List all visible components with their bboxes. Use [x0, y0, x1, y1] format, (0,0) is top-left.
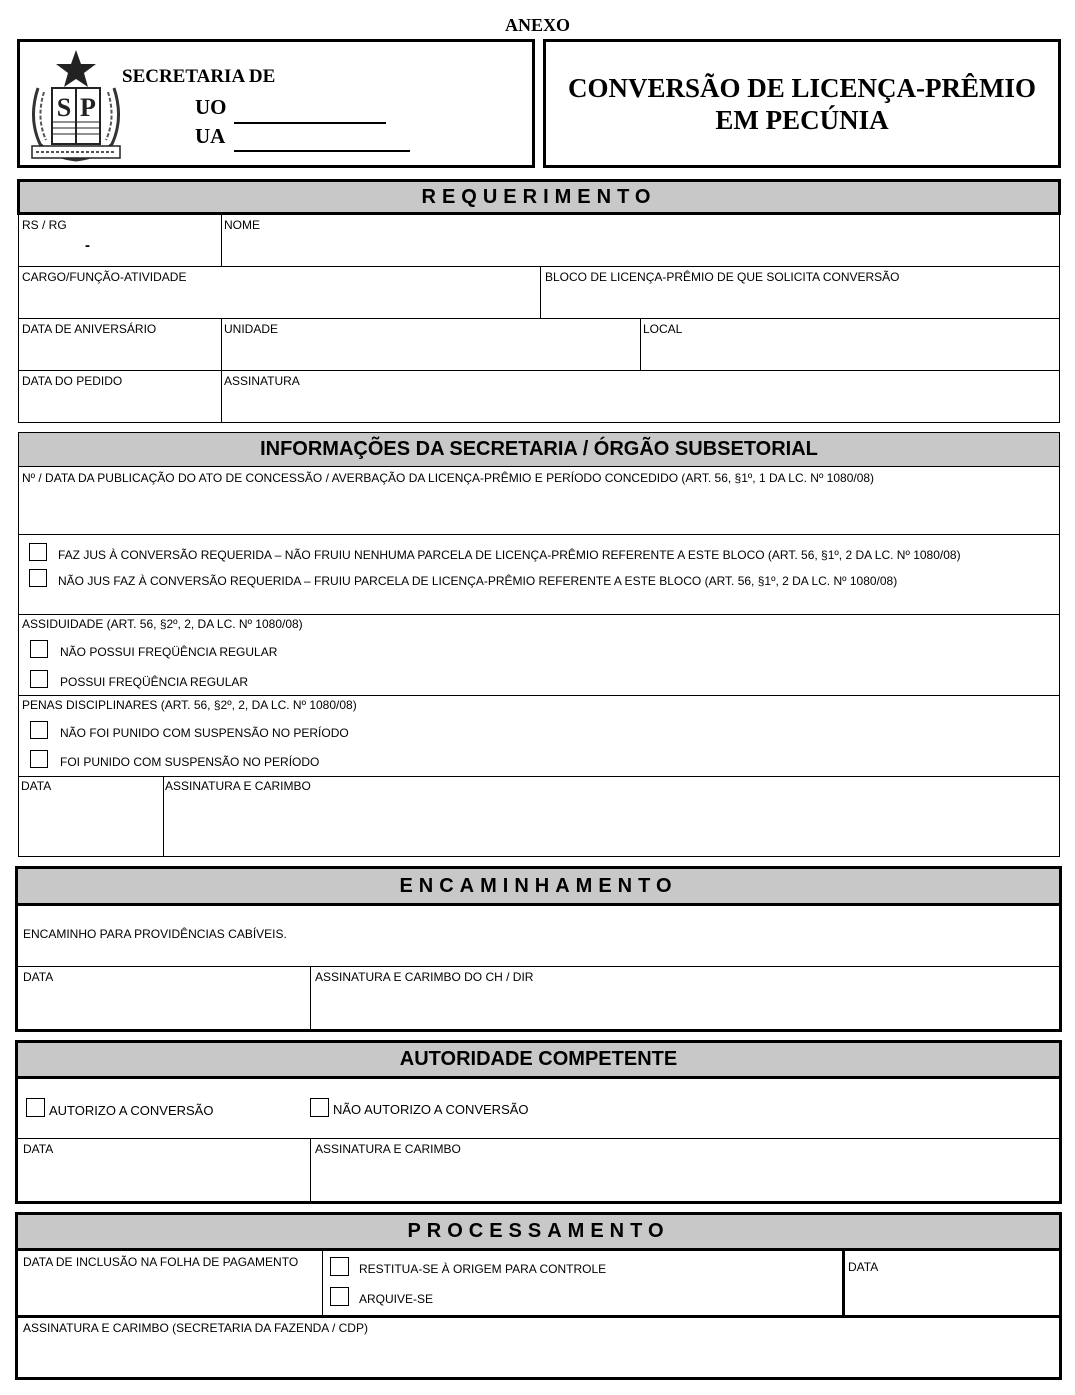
processamento-section: [15, 1212, 1062, 1380]
proc-data-field[interactable]: [848, 1279, 1056, 1311]
autorizo-label: AUTORIZO A CONVERSÃO: [49, 1103, 214, 1118]
nao-jus-checkbox[interactable]: [29, 569, 47, 587]
nao-punido-label: NÃO FOI PUNIDO COM SUSPENSÃO NO PERÍODO: [60, 726, 349, 740]
cargo-field[interactable]: [23, 287, 537, 313]
penas-label: PENAS DISCIPLINARES (ART. 56, §2º, 2, DA LC. Nº 1080/08): [22, 698, 357, 712]
secretaria-label: SECRETARIA DE: [122, 66, 276, 87]
publicacao-field[interactable]: [23, 493, 1057, 525]
aut-assinatura-label: ASSINATURA E CARIMBO: [315, 1142, 461, 1156]
data-pedido-field[interactable]: [23, 391, 217, 417]
aniversario-field[interactable]: [23, 339, 217, 365]
nao-autorizo-label: NÃO AUTORIZO A CONVERSÃO: [333, 1102, 529, 1117]
assiduidade-label: ASSIDUIDADE (ART. 56, §2º, 2, DA LC. Nº 1080/08): [22, 617, 303, 631]
unidade-field[interactable]: [225, 339, 637, 365]
proc-assinatura-label: ASSINATURA E CARIMBO (SECRETARIA DA FAZENDA / CDP): [23, 1321, 368, 1335]
autoridade-section: [15, 1040, 1062, 1204]
aut-data-label: DATA: [23, 1142, 54, 1156]
coat-of-arms-icon: [24, 48, 128, 164]
enc-data-field[interactable]: [24, 989, 308, 1023]
processamento-header: PROCESSAMENTO: [18, 1215, 1059, 1251]
informacoes-section: [18, 466, 1060, 857]
restitua-checkbox[interactable]: [330, 1257, 349, 1276]
ua-label: UA: [195, 124, 226, 148]
nao-frequencia-checkbox[interactable]: [30, 640, 48, 658]
proc-assinatura-field[interactable]: [24, 1341, 1056, 1375]
svg-text:P: P: [80, 93, 96, 122]
form-title-line2: EM PECÚNIA: [715, 104, 889, 135]
sp-coat-of-arms-logo: [24, 48, 128, 164]
rs-rg-field[interactable]: [23, 235, 217, 261]
uo-label: UO: [195, 95, 227, 119]
header-secretaria-box: [17, 39, 535, 168]
bloco-label: BLOCO DE LICENÇA-PRÊMIO DE QUE SOLICITA CONVERSÃO: [545, 270, 900, 284]
proc-data-label: DATA: [848, 1260, 879, 1274]
faz-jus-label: FAZ JUS À CONVERSÃO REQUERIDA – NÃO FRUIU NENHUMA PARCELA DE LICENÇA-PRÊMIO REFERENTE A ESTE BLOCO (ART. 56, §1º, 2 DA LC. Nº 1080/08): [58, 548, 961, 562]
nome-label: NOME: [224, 218, 260, 232]
data-pedido-label: DATA DO PEDIDO: [22, 374, 123, 388]
enc-data-label: DATA: [23, 970, 54, 984]
punido-checkbox[interactable]: [30, 750, 48, 768]
local-field[interactable]: [644, 339, 1056, 365]
form-title-line1: CONVERSÃO DE LICENÇA-PRÊMIO: [567, 72, 1037, 103]
data-inclusao-field[interactable]: [24, 1275, 318, 1309]
informacoes-header: INFORMAÇÕES DA SECRETARIA / ÓRGÃO SUBSETORIAL: [18, 432, 1060, 466]
nome-field[interactable]: [225, 235, 1055, 261]
requerimento-header: REQUERIMENTO: [17, 179, 1061, 215]
cargo-label: CARGO/FUNÇÃO-ATIVIDADE: [22, 270, 187, 284]
info-assinatura-label: ASSINATURA E CARIMBO: [165, 779, 311, 793]
enc-assinatura-field[interactable]: [316, 989, 1056, 1023]
info-data-field[interactable]: [23, 801, 161, 843]
rs-rg-dash: -: [85, 237, 90, 254]
frequencia-label: POSSUI FREQÜÊNCIA REGULAR: [60, 675, 249, 689]
autoridade-header: AUTORIDADE COMPETENTE: [18, 1043, 1059, 1079]
annex-label: ANEXO: [504, 15, 570, 35]
assinatura-field[interactable]: [225, 391, 1055, 417]
arquive-label: ARQUIVE-SE: [359, 1292, 434, 1306]
requerimento-section: [18, 215, 1060, 423]
faz-jus-checkbox[interactable]: [29, 543, 47, 561]
aniversario-label: DATA DE ANIVERSÁRIO: [22, 322, 157, 336]
enc-assinatura-label: ASSINATURA E CARIMBO DO CH / DIR: [315, 970, 534, 984]
frequencia-checkbox[interactable]: [30, 670, 48, 688]
autorizo-checkbox[interactable]: [26, 1098, 45, 1117]
encaminho-text: ENCAMINHO PARA PROVIDÊNCIAS CABÍVEIS.: [23, 927, 287, 941]
svg-text:S: S: [56, 93, 72, 122]
restitua-label: RESTITUA-SE À ORIGEM PARA CONTROLE: [359, 1262, 607, 1276]
info-assinatura-field[interactable]: [169, 801, 1057, 843]
nao-jus-label: NÃO JUS FAZ À CONVERSÃO REQUERIDA – FRUIU PARCELA DE LICENÇA-PRÊMIO REFERENTE A ESTE BLOCO (ART. 56, §1º, 2 DA LC. Nº 1080/08): [58, 574, 898, 588]
encaminhamento-section: [15, 866, 1062, 1032]
aut-assinatura-field[interactable]: [316, 1161, 1056, 1195]
info-data-label: DATA: [21, 779, 52, 793]
nao-punido-checkbox[interactable]: [30, 721, 48, 739]
assinatura-label: ASSINATURA: [224, 374, 300, 388]
rs-rg-label: RS / RG: [22, 218, 67, 232]
encaminhamento-header: ENCAMINHAMENTO: [18, 869, 1059, 906]
uo-field[interactable]: [234, 98, 386, 124]
data-inclusao-label: DATA DE INCLUSÃO NA FOLHA DE PAGAMENTO: [23, 1255, 299, 1269]
bloco-field[interactable]: [545, 287, 1057, 313]
publicacao-label: Nº / DATA DA PUBLICAÇÃO DO ATO DE CONCESSÃO / AVERBAÇÃO DA LICENÇA-PRÊMIO E PERÍODO CONCEDIDO (ART. 56, §1º, 1 DA LC. Nº 1080/08): [22, 471, 875, 485]
nao-frequencia-label: NÃO POSSUI FREQÜÊNCIA REGULAR: [60, 645, 278, 659]
punido-label: FOI PUNIDO COM SUSPENSÃO NO PERÍODO: [60, 755, 320, 769]
nao-autorizo-checkbox[interactable]: [310, 1098, 329, 1117]
aut-data-field[interactable]: [24, 1161, 308, 1195]
ua-field[interactable]: [234, 126, 410, 152]
unidade-label: UNIDADE: [224, 322, 279, 336]
local-label: LOCAL: [643, 322, 683, 336]
arquive-checkbox[interactable]: [330, 1287, 349, 1306]
form-title-box: [543, 39, 1061, 168]
